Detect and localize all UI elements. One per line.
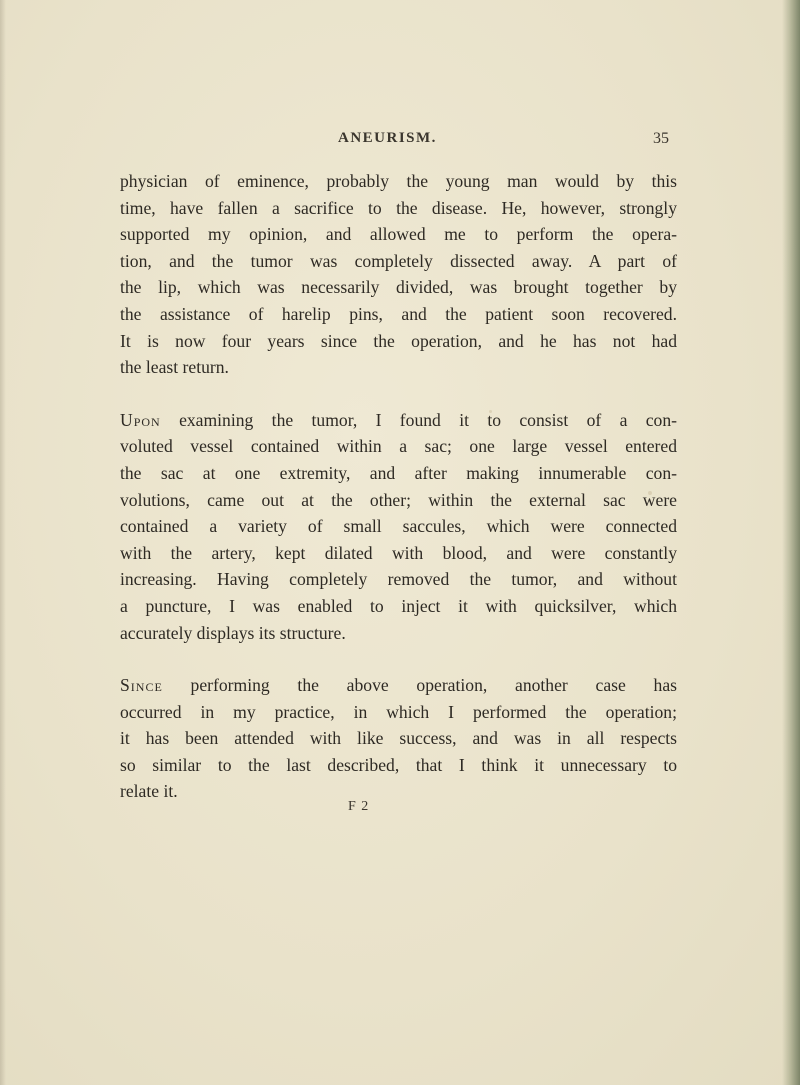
text-line [120, 672, 677, 699]
text-line: the least return. [120, 357, 229, 378]
paragraph-3 [120, 672, 677, 805]
body-text [120, 168, 677, 805]
text-line: the assistance of harelip pins, and the patient soon recovered. [120, 303, 677, 324]
text-line: it has been attended with like success, and was in all respects [120, 728, 677, 749]
text-line: supported my opinion, and allowed me to perform the opera- [120, 224, 677, 245]
text-line: time, have fallen a sacrifice to the disease. He, however, strongly [120, 197, 677, 218]
text-line: increasing. Having completely removed the tumor, and without [120, 569, 677, 590]
text-line: with the artery, kept dilated with blood, and were constantly [120, 542, 677, 563]
paragraph-2 [120, 407, 677, 646]
text-line-rest: examining the tumor, I found it to consist of a con- [160, 409, 677, 430]
running-head [120, 130, 680, 154]
text-line [120, 407, 677, 434]
text-line: the sac at one extremity, and after making innumerable con- [120, 462, 677, 483]
text-line-rest: performing the above operation, another case has [162, 675, 677, 696]
paragraph-lead-word: Upon [120, 409, 161, 430]
text-line: the lip, which was necessarily divided, was brought together by [120, 277, 677, 298]
page-left-edge [0, 0, 6, 1085]
text-line: a puncture, I was enabled to inject it with quicksilver, which [120, 595, 677, 616]
paragraph-1 [120, 168, 677, 381]
page-number: 35 [653, 130, 669, 147]
text-line: relate it. [120, 781, 178, 802]
text-line: accurately displays its structure. [120, 622, 346, 643]
paragraph-lead-word: Since [120, 675, 163, 696]
text-line: It is now four years since the operation, and he has not had [120, 330, 677, 351]
text-line: so similar to the last described, that I think it unnecessary to [120, 754, 677, 775]
text-line: physician of eminence, probably the young man would by this [120, 171, 677, 191]
signature-mark: F 2 [348, 799, 370, 814]
running-title: ANEURISM. [338, 130, 437, 146]
text-line: contained a variety of small saccules, which were connected [120, 516, 677, 537]
text-line: tion, and the tumor was completely dissected away. A part of [120, 250, 677, 271]
text-line: occurred in my practice, in which I performed the operation; [120, 701, 677, 722]
text-line: volutions, came out at the other; within the external sac were [120, 489, 677, 510]
text-line: voluted vessel contained within a sac; one large vessel entered [120, 436, 677, 457]
spine-shadow [782, 0, 800, 1085]
